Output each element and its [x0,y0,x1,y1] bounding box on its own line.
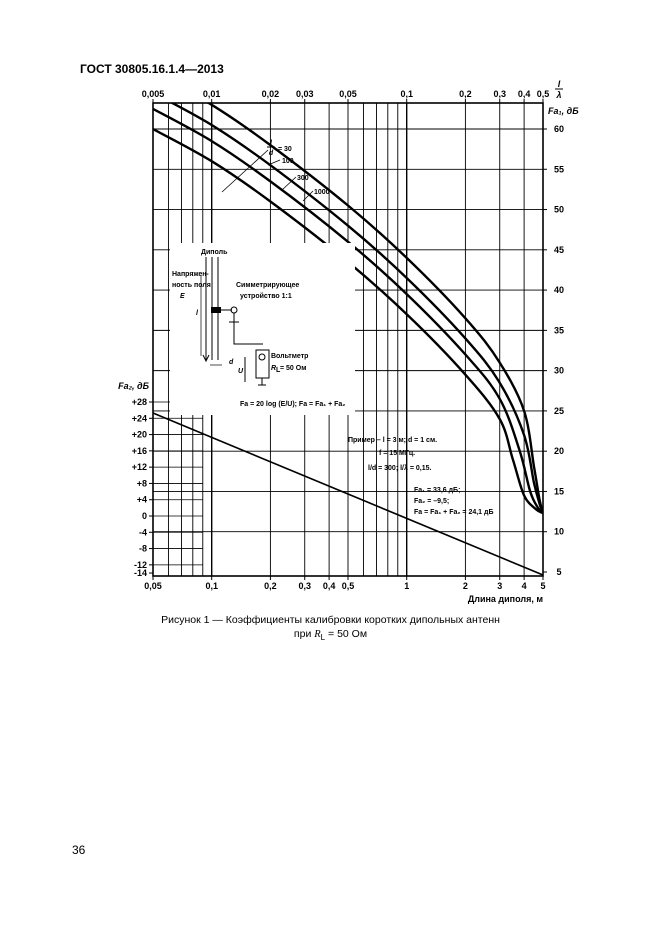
x-tick-label: 4 [521,581,527,591]
voltmeter-label-value: = 50 Ом [280,365,307,372]
formula-label: Fa = 20 log (E/U); Fa = Fa₁ + Fa₂ [240,401,346,408]
ld-leader-100 [268,160,280,165]
left-tick-label: +12 [131,462,147,473]
top-tick-label: 0,02 [261,89,280,99]
document-header: ГОСТ 30805.16.1.4—2013 [80,62,224,76]
voltmeter-label-1: Вольтметр [271,353,309,360]
right-tick-label: 5 [556,567,562,577]
left-tick-label: +8 [136,478,147,489]
dipole-label: Диполь [201,249,228,256]
top-axis-label-den: λ [556,90,562,100]
x-tick-label: 0,05 [144,581,162,591]
left-tick-label: +20 [131,429,147,440]
x-tick-label: 0,5 [341,581,355,591]
right-tick-label: 35 [553,325,565,336]
ld-label-300: 300 [297,175,309,182]
ld-label-1000: 1000 [314,189,330,196]
top-tick-label: 0,005 [141,89,165,99]
example-line-3: l/d = 300; l/λ = 0,15. [368,465,432,472]
ld-label-d: d [268,150,274,157]
left-tick-label: +4 [136,494,147,505]
symbol-l: l [196,310,198,317]
top-tick-label: 0,01 [202,89,221,99]
x-tick-label: 0,2 [264,581,277,591]
field-strength-label-1: Напряжен- [172,271,209,278]
figure-caption [0,613,661,645]
x-axis-label: Длина диполя, м [467,594,543,604]
left-tick-label: -12 [133,559,147,570]
top-axis-label-num: l [557,79,561,89]
right-tick-label: 30 [553,365,565,376]
left-axis-label: Fa₂, дБ [118,381,149,391]
x-tick-label: 2 [462,581,468,591]
left-tick-label: -14 [133,568,147,578]
ld-label-l: l [270,140,272,147]
right-tick-label: 25 [553,405,565,416]
top-tick-label: 0,5 [536,89,550,99]
x-tick-label: 0,1 [205,581,218,591]
page-number: 36 [72,843,86,857]
right-tick-label: 60 [553,124,565,134]
ld-label-30: = 30 [278,146,292,153]
caption-sub: L [320,633,326,643]
caption-suffix: = 50 Ом [325,628,368,640]
top-tick-label: 0,1 [400,89,413,99]
voltmeter-label-R: R [271,365,277,372]
example-line-5: Fa₂ = –9,5; [414,498,450,505]
balun-label-2: устройство 1:1 [240,293,292,300]
top-tick-label: 0,2 [459,89,472,99]
caption-symbol: R [314,629,321,640]
right-tick-label: 50 [553,204,565,215]
dipole-inset [155,243,355,415]
left-tick-label: -8 [138,543,147,554]
field-strength-label-2: ность поля [172,282,211,289]
right-tick-label: 10 [553,526,565,537]
inset-background [170,243,355,415]
caption-prefix: при [293,628,315,640]
top-tick-label: 0,03 [295,89,314,99]
right-axis-label: Fa₁, дБ [548,106,579,116]
left-tick-label: +24 [131,413,147,424]
right-tick-label: 55 [553,164,565,175]
symbol-U: U [237,368,243,375]
top-tick-label: 0,3 [493,89,506,99]
right-tick-label: 20 [553,446,565,457]
caption-line-2 [0,627,661,645]
ld-label-100: 100 [282,158,294,165]
symbol-d: d [229,359,234,366]
left-tick-label: -4 [138,527,147,538]
balun-label-1: Симметрирующее [236,282,300,289]
dipole-gap [211,307,221,313]
caption-line-1: Рисунок 1 — Коэффициенты калибровки коротких дипольных антенн [161,614,500,626]
x-tick-label: 0,3 [298,581,311,591]
x-tick-label: 1 [404,581,410,591]
left-tick-label: 0 [141,511,147,521]
voltmeter-label-sub: L [276,367,281,374]
left-tick-label: +16 [131,445,147,456]
top-tick-label: 0,05 [339,89,357,99]
x-tick-label: 0,4 [322,581,336,591]
field-strength-E: E [180,293,185,300]
x-tick-label: 5 [540,581,546,591]
left-tick-label: +28 [131,397,147,407]
example-line-4: Fa₁ = 33,6 дБ; [414,487,461,494]
right-tick-label: 40 [553,285,565,296]
x-tick-label: 3 [497,581,503,591]
example-line-2: f = 15 МГц. [379,450,416,457]
right-tick-label: 45 [553,244,565,255]
top-tick-label: 0,4 [517,89,531,99]
right-tick-label: 15 [553,486,565,497]
example-line-6: Fa = Fa₁ + Fa₂ = 24,1 дБ [414,509,494,516]
example-line-1: Пример – l = 3 м; d = 1 см. [348,437,438,444]
